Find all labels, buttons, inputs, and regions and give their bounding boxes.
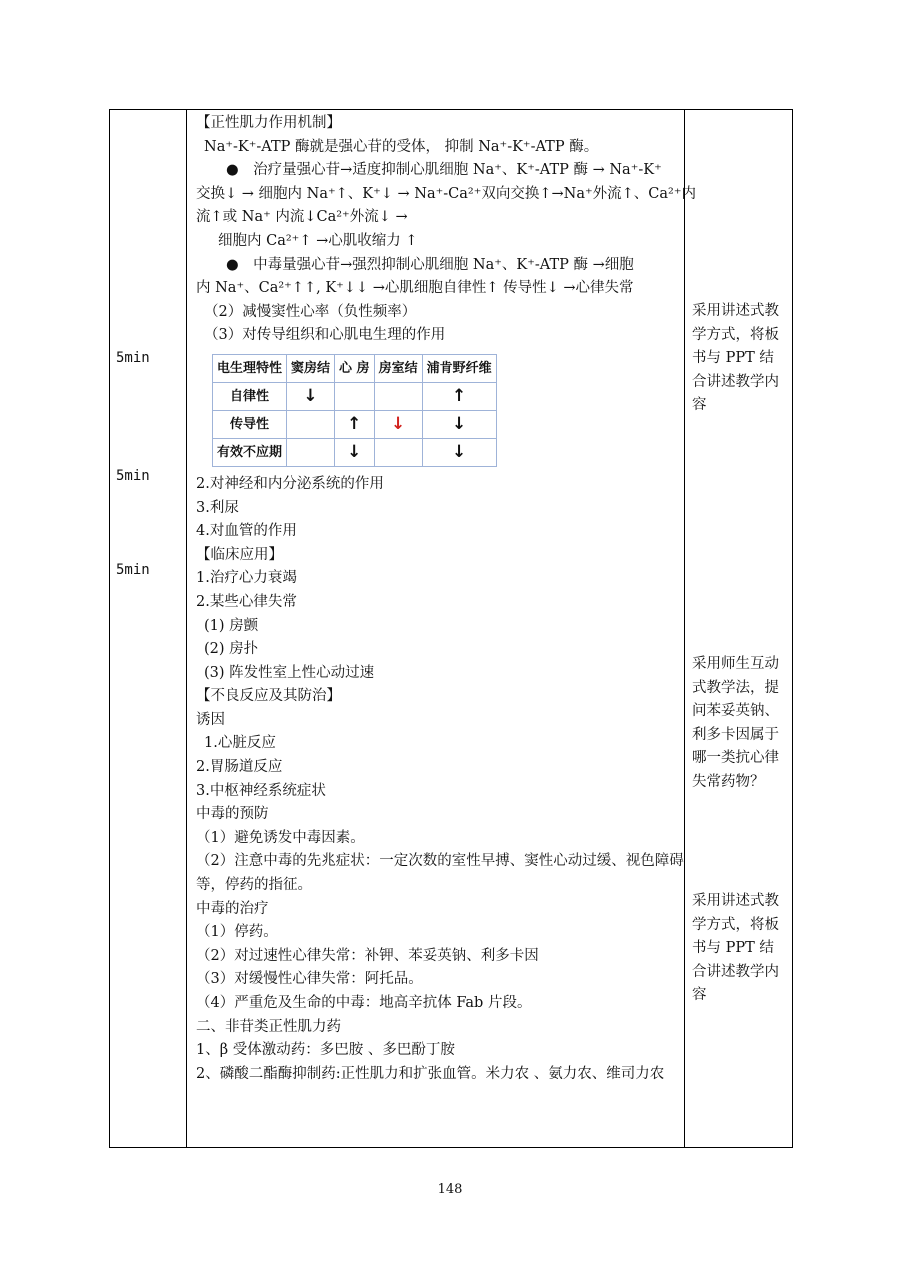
text-line: 1、β 受体激动药：多巴胺 、多巴酚丁胺 (196, 1042, 455, 1059)
row-label: 传导性 (213, 410, 287, 438)
text-line: ● 中毒量强心苷→强烈抑制心肌细胞 Na⁺、K⁺-ATP 酶 →细胞 (226, 256, 634, 273)
text-line: （3）对传导组织和心肌电生理的作用 (204, 327, 446, 344)
arrow-cell (287, 410, 335, 438)
text-line: （3）对缓慢性心律失常：阿托品。 (196, 971, 423, 988)
table-row (213, 438, 497, 466)
text-line: （1）避免诱发中毒因素。 (196, 829, 365, 846)
arrow-cell (374, 438, 422, 466)
table-row (213, 382, 497, 410)
text-line: 细胞内 Ca²⁺↑ →心肌收缩力 ↑ (218, 232, 418, 249)
text-line: (1) 房颤 (204, 617, 259, 634)
table-header-row (213, 354, 497, 382)
text-line: 中毒的预防 (196, 806, 269, 823)
text-line: 流↑或 Na⁺ 内流↓Ca²⁺外流↓ → (196, 209, 408, 226)
text-line: 4.对血管的作用 (196, 523, 297, 540)
table-row (213, 410, 497, 438)
table-header: 房室结 (374, 354, 422, 382)
text-line: 3.利尿 (196, 499, 239, 516)
teaching-method-note: 采用讲述式教学方式，将板书与 PPT 结合讲述教学内容 (692, 893, 779, 1004)
electrophysiology-table-wrap (212, 354, 684, 467)
text-line: 2.胃肠道反应 (196, 759, 283, 776)
section-heading: 【不良反应及其防治】 (196, 688, 341, 705)
text-line: 2.对神经和内分泌系统的作用 (196, 475, 384, 492)
electrophysiology-table (212, 354, 497, 467)
arrow-cell (374, 382, 422, 410)
arrow-cell: ↓ (422, 438, 496, 466)
page-number: 148 (437, 1182, 463, 1197)
teaching-method-note: 采用讲述式教学方式，将板书与 PPT 结合讲述教学内容 (692, 303, 779, 414)
time-label: 5min (116, 350, 150, 366)
arrow-cell (335, 382, 375, 410)
text-line: （4）严重危及生命的中毒：地高辛抗体 Fab 片段。 (196, 995, 532, 1011)
time-label: 5min (116, 468, 150, 484)
section-heading: 二、非苷类正性肌力药 (196, 1018, 341, 1035)
text-line: 内 Na⁺、Ca²⁺↑↑, K⁺↓↓ →心肌细胞自律性↑ 传导性↓ →心律失常 (196, 280, 634, 297)
row-label: 自律性 (213, 382, 287, 410)
text-line: （1）停药。 (196, 924, 278, 941)
text-line: ● 治疗量强心苷→适度抑制心肌细胞 Na⁺、K⁺-ATP 酶 → Na⁺-K⁺ (226, 162, 662, 179)
table-header: 窦房结 (287, 354, 335, 382)
column-divider (186, 110, 187, 1147)
text-line: （2）减慢窦性心率（负性频率） (204, 303, 417, 320)
column-divider (684, 110, 685, 1147)
arrow-cell: ↑ (422, 382, 496, 410)
arrow-cell: ↓ (422, 410, 496, 438)
text-line: (2) 房扑 (204, 641, 259, 658)
table-header: 心 房 (335, 354, 375, 382)
section-heading: 【正性肌力作用机制】 (196, 115, 341, 131)
table-header: 电生理特性 (213, 354, 287, 382)
text-line: 1.心脏反应 (204, 735, 276, 752)
text-line: 1.治疗心力衰竭 (196, 570, 297, 587)
time-label: 5min (116, 562, 150, 578)
text-line: 交换↓ → 细胞内 Na⁺↑、K⁺↓ → Na⁺-Ca²⁺双向交换↑→Na⁺外流↑、Ca²⁺内 (196, 185, 696, 202)
text-line: 2、磷酸二酯酶抑制药:正性肌力和扩张血管。米力农 、氨力农、维司力农 (196, 1065, 665, 1082)
table-header: 浦肯野纤维 (422, 354, 496, 382)
arrow-cell: ↓ (335, 438, 375, 466)
section-heading: 【临床应用】 (196, 546, 283, 563)
text-line: (3) 阵发性室上性心动过速 (204, 664, 375, 681)
arrow-cell: ↓ (287, 382, 335, 410)
text-line: 中毒的治疗 (196, 900, 269, 917)
lesson-plan-table (109, 109, 793, 1148)
text-line: 3.中枢神经系统症状 (196, 782, 326, 799)
text-line: 诱因 (196, 711, 225, 728)
text-line: （2）注意中毒的先兆症状：一定次数的室性早搏、窦性心动过缓、视色障碍等，停药的指征。 (196, 853, 684, 894)
text-line: Na⁺-K⁺-ATP 酶就是强心苷的受体， 抑制 Na⁺-K⁺-ATP 酶。 (204, 138, 599, 155)
arrow-cell: ↑ (335, 410, 375, 438)
text-line: （2）对过速性心律失常：补钾、苯妥英钠、利多卡因 (196, 947, 539, 964)
arrow-cell (287, 438, 335, 466)
main-content (196, 112, 696, 1086)
row-label: 有效不应期 (213, 438, 287, 466)
text-line: 2.某些心律失常 (196, 593, 297, 610)
arrow-cell-highlight: ↓ (374, 410, 422, 438)
teaching-method-note: 采用师生互动式教学法，提问苯妥英钠、利多卡因属于哪一类抗心律失常药物？ (692, 656, 779, 790)
